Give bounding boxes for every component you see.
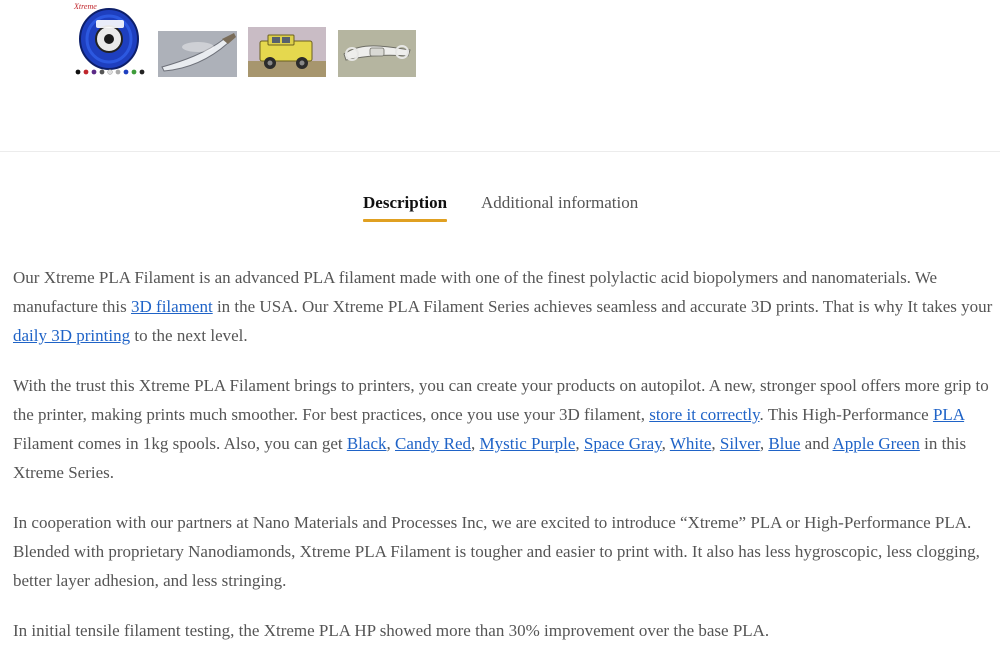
knife-thumbnail[interactable] [158,31,237,77]
section-divider [0,151,1000,152]
spool-thumbnail[interactable] [72,0,146,80]
link-color-mystic-purple[interactable]: Mystic Purple [479,434,576,453]
link-color-white[interactable]: White [669,434,712,453]
link-3d-filament[interactable]: 3D filament [131,297,213,316]
description-paragraph-2: With the trust this Xtreme PLA Filament brings to printers, you can create your products on autopilot. A new, stronger spool offers more grip to the printer, making prints much smoother. For best practices, once you use your 3D filament, store it correctly. This High-Performance PLA Filament comes in 1kg spools. Also, you can get Black, Candy Red, Mystic Purple, Space Gray, White, Silver, Blue and Apple Green in this Xtreme Series. [13,376,989,482]
description-panel [13,263,993,666]
link-color-silver[interactable]: Silver [719,434,760,453]
description-paragraph-4: In initial tensile filament testing, the Xtreme PLA HP showed more than 30% improvement over the base PLA. [13,621,770,640]
drone-image [338,30,416,77]
link-color-black[interactable]: Black [346,434,387,453]
jeep-thumbnail[interactable] [248,27,326,77]
description-paragraph-3: In cooperation with our partners at Nano Materials and Processes Inc, we are excited to introduce “Xtreme” PLA or High-Performance PLA. Blended with proprietary Nanodiamonds, Xtreme PLA Filament is tougher and easier to print with. It also has less hygroscopic, less clogging, better layer adhesion, and less stringing. [13,513,980,590]
link-store-it-correctly[interactable]: store it correctly [649,405,760,424]
active-tab-underline [363,219,447,222]
knife-image [158,31,237,77]
spool-logo: Xtreme [74,2,97,11]
product-tabs [0,192,1000,228]
description-paragraph-1: Our Xtreme PLA Filament is an advanced PLA filament made with one of the finest polylactic acid biopolymers and nanomaterials. We manufacture this 3D filament in the USA. Our Xtreme PLA Filament Series achieves seamless and accurate 3D prints. That is why It takes your daily 3D printing to the next level. [13,268,993,345]
tab-description-label: Description [363,193,448,212]
drone-thumbnail[interactable] [338,30,416,77]
link-pla[interactable]: PLA [932,405,965,424]
tab-description[interactable] [363,192,447,214]
link-color-space-gray[interactable]: Space Gray [583,434,662,453]
link-color-apple-green[interactable]: Apple Green [832,434,920,453]
link-color-candy-red[interactable]: Candy Red [395,434,472,453]
spool-image [72,0,146,80]
jeep-image [248,27,326,77]
tab-additional-information-label: Additional information [481,193,639,212]
link-daily-3d-printing[interactable]: daily 3D printing [13,326,131,345]
tab-additional-information[interactable] [481,192,638,214]
link-color-blue[interactable]: Blue [768,434,801,453]
